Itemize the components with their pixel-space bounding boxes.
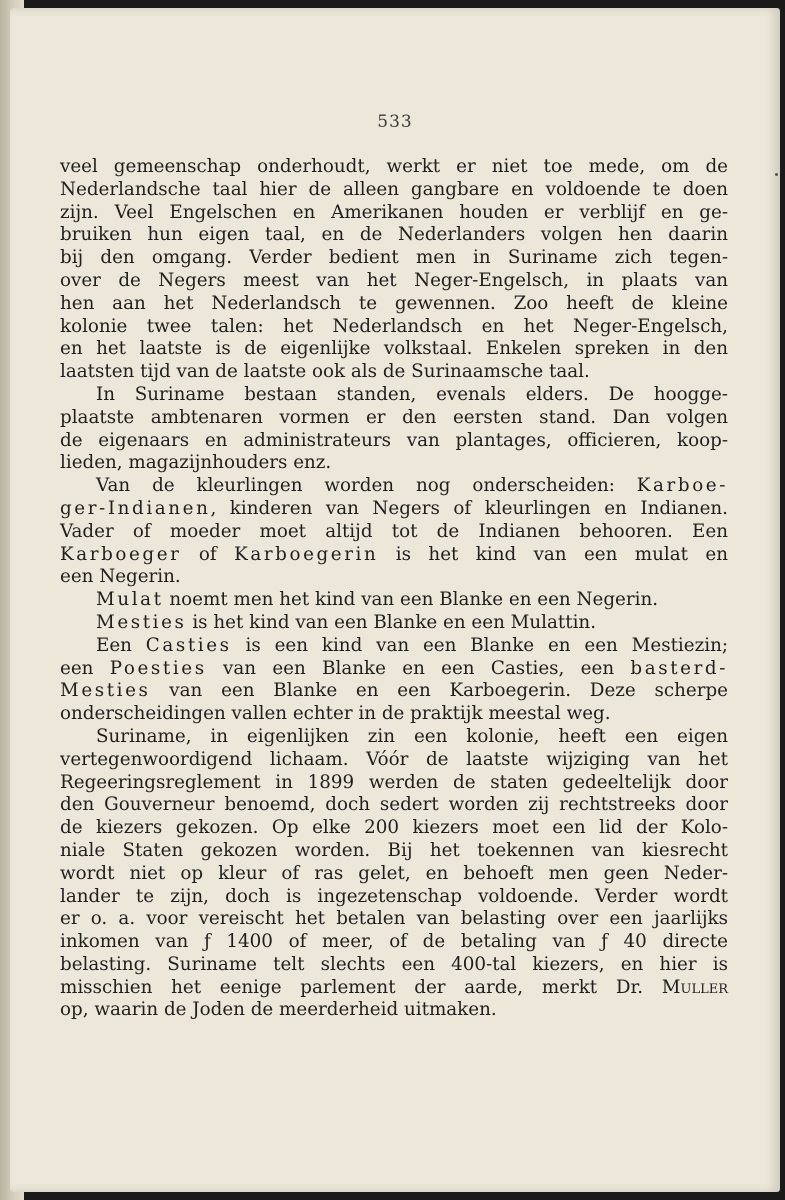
text-line: den Gouverneur benoemd, doch sedert worden zij rechtstreeks door (60, 794, 728, 816)
text-run: Van de kleurlingen worden nog onderscheiden: (96, 475, 637, 497)
text-line: hen aan het Nederlandsch te gewennen. Zoo heeft de kleine (60, 292, 728, 314)
text-line (60, 612, 728, 635)
text-run: van een Blanke en een Karboegerin. Deze scherpe (150, 680, 728, 702)
text-run: misschien het eenige parlement der aarde, merkt Dr. (60, 976, 662, 998)
text-line: Suriname, in eigenlijken zin een kolonie, heeft een eigen (96, 725, 728, 747)
text-run: of (181, 543, 235, 565)
term-mesties: Mesties (96, 611, 187, 633)
text-run: Een (96, 634, 146, 656)
text-line: Regeeringsreglement in 1899 werden de staten gedeeltelijk door (60, 771, 728, 793)
text-line: bruiken hun eigen taal, en de Nederlanders volgen hen daarin (60, 224, 728, 246)
text-run: een (60, 657, 110, 679)
text-line (60, 544, 728, 567)
text-line: de kiezers gekozen. Op elke 200 kiezers moet een lid der Kolo- (60, 817, 728, 839)
text-line: laatsten tijd van de laatste ook als de Surinaamsche taal. (60, 361, 590, 383)
paragraph-casties (60, 635, 728, 726)
text-line: wordt niet op kleur of ras gelet, en behoeft men geen Neder- (60, 862, 728, 884)
text-line: belasting. Suriname telt slechts een 400-tal kiezers, en hier is (60, 953, 728, 975)
body-text (60, 156, 728, 1022)
paragraph-mulat (60, 589, 728, 612)
text-line: zijn. Veel Engelschen en Amerikanen houden er verblijf en ge- (60, 201, 728, 223)
text-line (60, 977, 728, 1000)
page-number: 533 (377, 112, 413, 132)
text-line: over de Negers meest van het Neger-Engelsch, in plaats van (60, 269, 728, 291)
text-run: is het kind van een Blanke en een Mulattin. (186, 611, 597, 633)
term-casties: Casties (145, 634, 232, 656)
text-line: In Suriname bestaan standen, evenals elders. De hoogge- (96, 383, 728, 405)
text-line (60, 635, 728, 658)
text-line (60, 680, 728, 703)
term-karboeger-indianen-part2: ger-Indianen (60, 497, 211, 519)
term-karboegerin: Karboegerin (234, 543, 379, 565)
author-name: Muller (661, 976, 728, 998)
term-basterd-mesties-part2: Mesties (60, 680, 151, 702)
term-basterd-mesties-part1: basterd- (630, 657, 728, 679)
book-page (10, 8, 780, 1192)
paragraph-staten (60, 726, 728, 1022)
text-line: plaatste ambtenaren vormen er den eersten stand. Dan volgen (60, 406, 728, 428)
text-line (60, 658, 728, 681)
ink-speck (775, 173, 778, 176)
text-run: is het kind van een mulat en (378, 543, 728, 565)
text-line: lander te zijn, doch is ingezetenschap voldoende. Verder wordt (60, 885, 728, 907)
text-line (60, 589, 728, 612)
text-line (60, 475, 728, 498)
text-line: bij den omgang. Verder bedient men in Suriname zich tegen- (60, 247, 728, 269)
text-line: en het laatste is de eigenlijke volkstaal. Enkelen spreken in den (60, 338, 728, 360)
term-karboeger: Karboeger (60, 543, 182, 565)
term-mulat: Mulat (96, 589, 164, 611)
paragraph-standen (60, 384, 728, 475)
text-line: niale Staten gekozen worden. Bij het toekennen van kiesrecht (60, 839, 728, 861)
text-run: is een kind van een Blanke en een Mestiezin; (231, 634, 729, 656)
paragraph-mesties (60, 612, 728, 635)
text-run: noemt men het kind van een Blanke en een Negerin. (163, 589, 659, 611)
term-karboeger-indianen-part1: Karboe- (636, 475, 728, 497)
term-poesties: Poesties (109, 657, 207, 679)
text-line: inkomen van ƒ 1400 of meer, of de betaling van ƒ 40 directe (60, 931, 728, 953)
text-line: er o. a. voor vereischt het betalen van belasting over een jaarlijks (60, 908, 728, 930)
text-line: vertegenwoordigend lichaam. Vóór de laatste wijziging van het (60, 748, 728, 770)
paragraph-kleurlingen (60, 475, 728, 589)
paragraph-languages (60, 156, 728, 384)
text-line: veel gemeenschap onderhoudt, werkt er niet toe mede, om de (60, 156, 728, 177)
text-line: kolonie twee talen: het Nederlandsch en het Neger-Engelsch, (60, 315, 728, 337)
text-line: onderscheidingen vallen echter in de praktijk meestal weg. (60, 703, 611, 725)
text-line: op, waarin de Joden de meerderheid uitmaken. (60, 999, 497, 1021)
text-line: lieden, magazijnhouders enz. (60, 452, 332, 474)
text-run: van een Blanke en een Casties, een (206, 657, 631, 679)
text-line: een Negerin. (60, 566, 181, 588)
text-line: Nederlandsche taal hier de alleen gangbare en voldoende te doen (60, 178, 728, 200)
text-line: Vader of moeder moet altijd tot de Indianen behooren. Een (60, 520, 728, 542)
text-line (60, 498, 728, 521)
text-line: de eigenaars en administrateurs van plantages, officieren, koop- (60, 429, 728, 451)
text-run: , kinderen van Negers of kleurlingen en Indianen. (210, 497, 728, 519)
